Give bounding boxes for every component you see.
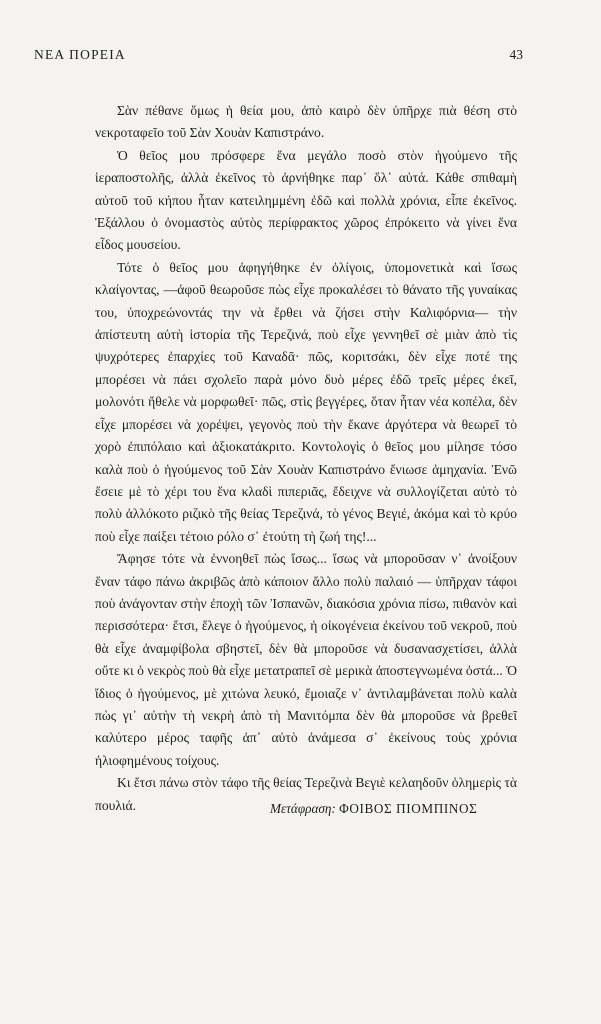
- paragraph-5: Κι ἔτσι πάνω στὸν τάφο τῆς θείας Τερεζινὰ Βεγιὲ κελαηδοῦν ὁλημερὶς τὰ πουλιά.: [95, 775, 517, 813]
- page-number: 43: [509, 47, 523, 62]
- translator-label: Μετάφραση:: [270, 801, 336, 816]
- paragraph-3: Τότε ὁ θεῖος μου ἀφηγήθηκε ἐν ὀλίγοις, ὑπομονετικὰ καὶ ἴσως κλαίγοντας, —ἀφοῦ θεωροῦσε πὼς εἶχε προκαλέσει τὸ θάνατο τῆς γυναίκας του, ὑποχρεώνοντάς την νὰ ἔρθει νὰ ζήσει στὴν Καλιφόρνια— τὴν ἀπίστευτη αὐτὴ ἱστορία τῆς Τερεζινά, ποὺ εἶχε γεννηθεῖ σὲ μιὰν ἀπὸ τὶς ψυχρότερες ἐπαρχίες τοῦ Καναδᾶ· πῶς, κοριτσάκι, δὲν εἶχε ποτέ της μπορέσει νὰ πάει σχολεῖο παρὰ μόνο δυὸ μέρες ἐδῶ τρεῖς μέρες ἐκεῖ, μολονότι ἤθελε νὰ μορφωθεῖ· πῶς, στὶς βεγγέρες, ὅταν ἦταν νέα κοπέλα, δὲν εἶχε μπορέσει νὰ χορέψει, γεγονὸς ποὺ τὴν ἔκανε ἀργότερα νὰ θεωρεῖ τὸ χορὸ ἐπιπόλαιο καὶ ἀξιοκατάκριτο. Κοντολογὶς ὁ θεῖος μου μίλησε τόσο καλὰ ποὺ ὁ ἡγούμενος τοῦ Σὰν Χουὰν Καπιστράνο ἔνιωσε ἀμηχανία. Ἐνῶ ἔσειε μὲ τὸ χέρι του ἕνα κλαδὶ πιπεριᾶς, ἔδειχνε νὰ συλλογίζεται αὐτὸ τὸ πολὺ ἀλλόκοτο ριζικὸ τῆς θείας Τερεζινά, τὸ γένος Βεγιέ, ἀκόμα καὶ τὸ κρύο ποὺ εἶχε παίξει τέτοιο ρόλο σ᾽ ἐτούτη τὴ ζωή της!...: [95, 259, 517, 544]
- running-title: ΝΕΑ ΠΟΡΕΙΑ: [34, 47, 126, 62]
- paragraph-4: Ἄφησε τότε νὰ ἐννοηθεῖ πὼς ἴσως... ἴσως νὰ μποροῦσαν ν᾽ ἀνοίξουν ἕναν τάφο πάνω ἀκριβῶς ἀπὸ κάποιον ἄλλο πολὺ παλαιό — ὑπῆρχαν τάφοι ποὺ ἀνάγονταν στὴν ἐποχὴ τῶν Ἰσπανῶν, διακόσια χρόνια πίσω, πιθανὸν καὶ περισσότερα· ἔτσι, ἔλεγε ὁ ἡγούμενος, ἡ οἰκογένεια ἐκείνου τοῦ νεκροῦ, ποὺ θὰ εἶχε ἀναμφίβολα σβηστεῖ, δὲν θὰ μποροῦσε νὰ δυσανασχετίσει, ἀλλὰ οὔτε κι ὁ νεκρὸς ποὺ θὰ εἶχε μετατραπεῖ σὲ μερικὰ ἀποστεγνωμένα ὀστά... Ὁ ἴδιος ὁ ἡγούμενος, μὲ χιτώνα λευκό, ἔμοιαζε ν᾽ ἀντιλαμβάνεται πολὺ καλὰ πὼς γι᾽ αὐτὴν τὴ νεκρὴ ἀπὸ τὴ Μανιτόμπα δὲν θὰ μποροῦσε νὰ βρεθεῖ καλύτερο μέρος ταφῆς ἀπ᾽ αὐτὸ ἀνάμεσα σ᾽ ἐκείνους τοὺς χρόνια ἡλιοφημένους τοίχους.: [95, 551, 517, 768]
- paragraph-2: Ὁ θεῖος μου πρόσφερε ἕνα μεγάλο ποσὸ στὸν ἡγούμενο τῆς ἱεραποστολῆς, ἀλλὰ ἐκεῖνος τὸ ἀρνήθηκε παρ᾽ ὅλ᾽ αὐτά. Κάθε σπιθαμὴ αὐτοῦ τοῦ κήπου ἦταν κατειλημμένη ἐδῶ καὶ πολλὰ χρόνια, εἶπε ἐκεῖνος. Ἐξάλλου ὁ ὀνομαστὸς αὐτὸς περίφρακτος χῶρος ἐπρόκειτο νὰ γίνει ἕνα εἶδος μουσείου.: [95, 147, 517, 253]
- body-text: [95, 100, 517, 817]
- translator-name: ΦΟΙΒΟΣ ΠΙΟΜΠΙΝΟΣ: [339, 801, 478, 816]
- translator-credit: [270, 801, 477, 817]
- paragraph-1: Σὰν πέθανε ὅμως ἡ θεία μου, ἀπὸ καιρὸ δὲν ὑπῆρχε πιὰ θέση στὸ νεκροταφεῖο τοῦ Σὰν Χουὰν Καπιστράνο.: [95, 103, 517, 141]
